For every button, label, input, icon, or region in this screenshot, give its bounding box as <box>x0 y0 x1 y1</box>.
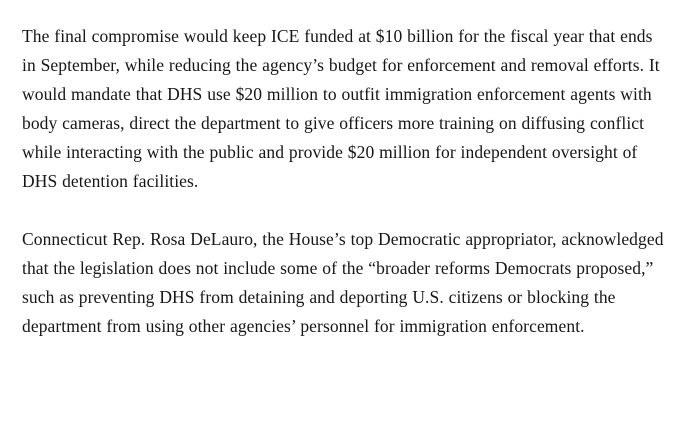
paragraph-2: Connecticut Rep. Rosa DeLauro, the House’s top Democratic appropriator, acknowledged that the legislation does not include some of the “broader reforms Democrats proposed,” such as preventing DHS from detaining and deporting U.S. citizens or blocking the department from using other agencies’ personnel for immigration enforcement. <box>22 229 664 336</box>
paragraph-1: The final compromise would keep ICE funded at $10 billion for the fiscal year that ends in September, while reducing the agency’s budget for enforcement and removal efforts. It would mandate that DHS use $20 million to outfit immigration enforcement agents with body cameras, direct the department to give officers more training on diffusing conflict while interacting with the public and provide $20 million for independent oversight of DHS detention facilities. <box>22 26 660 191</box>
